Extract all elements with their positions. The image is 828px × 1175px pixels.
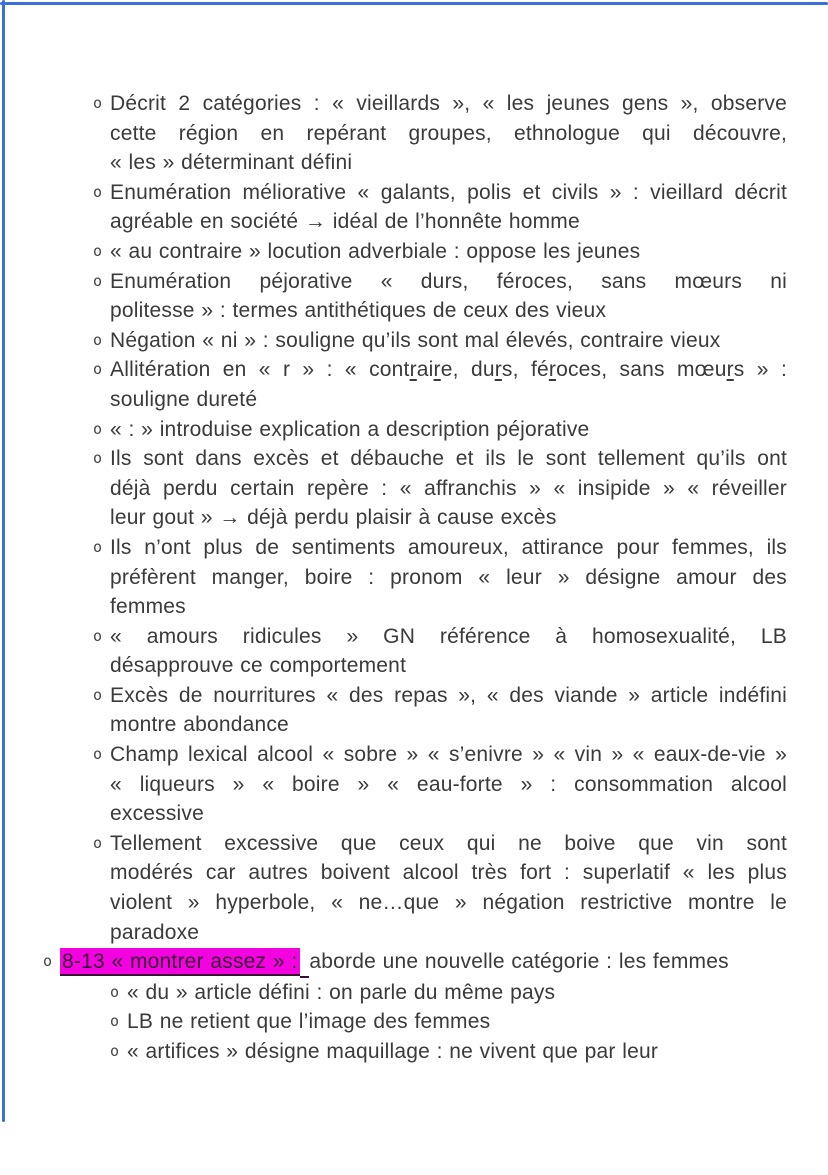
list-item — [0, 947, 787, 978]
item-text — [110, 237, 787, 267]
item-text — [127, 1037, 787, 1067]
text-line — [127, 1037, 787, 1067]
bullet-icon: o — [93, 833, 103, 852]
text-segment: « : » introduise explication a description péjorative — [110, 417, 590, 441]
text-segment: e, du — [440, 358, 495, 382]
text-segment: Enumération péjorative « durs, féroces, sans mœurs ni — [110, 269, 787, 293]
text-line — [127, 1007, 787, 1037]
item-text — [110, 89, 787, 178]
highlighted-heading: 8-13 « montrer assez » : — [60, 948, 300, 976]
bullet-icon: o — [93, 182, 103, 201]
underlined-letter: r — [726, 358, 734, 382]
text-segment: violent » hyperbole, « ne…que » négation restrictive montre le — [110, 891, 787, 915]
item-text — [110, 355, 787, 414]
item-text — [110, 267, 787, 326]
text-segment: cette région en repérant groupes, ethnologue qui découvre, — [110, 121, 787, 145]
text-line — [110, 355, 787, 385]
text-segment: « artifices » désigne maquillage : ne vivent que par leur — [127, 1040, 659, 1063]
text-line — [110, 888, 787, 918]
list-item — [0, 978, 787, 1008]
text-line — [110, 326, 787, 356]
underlined-letter: r — [548, 358, 557, 382]
item-text — [110, 740, 787, 829]
text-segment: LB ne retient que l’image des femmes — [127, 1010, 491, 1034]
text-line — [110, 89, 787, 119]
text-segment: s » : — [733, 358, 787, 382]
text-line — [110, 207, 787, 237]
bullet-icon: o — [93, 271, 103, 290]
bullet-icon: o — [43, 952, 53, 971]
text-segment: « au contraire » locution adverbiale : oppose les jeunes — [110, 239, 641, 263]
bullet-icon: o — [93, 241, 103, 260]
list-item — [0, 622, 787, 681]
list-item — [0, 829, 787, 947]
list-item — [0, 355, 787, 414]
bullet-icon: o — [93, 745, 103, 764]
text-segment: ai — [416, 358, 434, 382]
text-segment: Tellement excessive que ceux qui ne boive que vin sont — [110, 831, 787, 855]
text-line — [60, 947, 787, 978]
text-segment: paradoxe — [110, 920, 200, 944]
text-line — [110, 444, 787, 474]
text-line — [110, 533, 787, 563]
item-text — [110, 622, 787, 681]
text-segment: Décrit 2 catégories : « vieillards », « les jeunes gens », observe — [110, 92, 787, 115]
text-line — [110, 385, 787, 415]
item-text — [60, 947, 787, 978]
text-line — [110, 296, 787, 326]
item-text — [110, 533, 787, 622]
text-line — [110, 592, 787, 622]
text-segment: « liqueurs » « boire » « eau-forte » : consommation alcool — [110, 772, 787, 796]
text-segment: modérés car autres boivent alcool très fort : superlatif « les plus — [110, 861, 787, 885]
text-segment: politesse » : termes antithétiques de ceux des vieux — [110, 299, 607, 323]
text-segment: déjà perdu certain repère : « affranchis » « insipide » « réveiller — [110, 476, 787, 500]
list-item — [0, 178, 787, 237]
item-text — [110, 415, 787, 445]
text-segment: « du » article défini : on parle du même pays — [127, 980, 556, 1004]
text-line — [110, 829, 787, 859]
text-line — [110, 563, 787, 593]
text-segment: Champ lexical alcool « sobre » « s’enivre » « vin » « eaux-de-vie » — [110, 743, 787, 767]
text-segment: leur gout » → déjà perdu plaisir à cause excès — [110, 506, 557, 530]
text-line — [110, 622, 787, 652]
text-segment: femmes — [110, 595, 186, 619]
text-line — [110, 918, 787, 948]
bullet-icon: o — [93, 94, 103, 112]
bullet-icon: o — [110, 982, 120, 1001]
text-line — [110, 267, 787, 297]
item-text — [127, 978, 787, 1008]
text-line — [110, 415, 787, 445]
bullet-icon: o — [93, 449, 103, 468]
list-item — [0, 237, 787, 267]
item-text — [110, 178, 787, 237]
text-line — [110, 770, 787, 800]
text-segment: oces, sans mœu — [556, 358, 727, 382]
text-segment: s, fé — [501, 358, 549, 382]
list-item — [0, 415, 787, 445]
item-text — [110, 681, 787, 740]
bullet-icon: o — [93, 685, 103, 704]
text-line — [110, 119, 787, 149]
bullet-icon: o — [93, 360, 103, 379]
list-item — [0, 444, 787, 533]
text-segment: Négation « ni » : souligne qu’ils sont mal élevés, contraire vieux — [110, 328, 721, 352]
text-line — [110, 503, 787, 533]
text-segment: « amours ridicules » GN référence à homosexualité, LB — [110, 624, 787, 648]
text-line — [127, 978, 787, 1008]
item-text — [110, 326, 787, 356]
bullet-icon: o — [93, 419, 103, 438]
text-segment: désapprouve ce comportement — [110, 654, 407, 678]
list-item — [0, 1037, 787, 1067]
bullet-icon: o — [93, 537, 103, 556]
text-segment: « les » déterminant défini — [110, 151, 353, 175]
text-segment: excessive — [110, 802, 205, 826]
list-item — [0, 89, 787, 178]
list-item — [0, 740, 787, 829]
text-line — [110, 681, 787, 711]
text-line — [110, 740, 787, 770]
text-line — [110, 710, 787, 740]
item-text — [110, 829, 787, 947]
list-item — [0, 1007, 787, 1037]
item-text — [127, 1007, 787, 1037]
underlined-letter: r — [433, 358, 441, 382]
bullet-icon: o — [110, 1042, 120, 1060]
list-item — [0, 267, 787, 326]
bullet-icon: o — [110, 1012, 120, 1031]
text-line — [110, 474, 787, 504]
underlined-letter: r — [409, 358, 417, 382]
text-line — [110, 651, 787, 681]
text-segment: Ils sont dans excès et débauche et ils le sont tellement qu’ils ont — [110, 447, 787, 471]
text-segment: Allitération en « r » : « cont — [110, 358, 410, 382]
text-segment: souligne dureté — [110, 387, 258, 411]
bullet-icon: o — [93, 330, 103, 349]
text-segment: Ils n’ont plus de sentiments amoureux, attirance pour femmes, ils — [110, 535, 787, 559]
text-line — [110, 178, 787, 208]
text-segment: agréable en société → idéal de l’honnête homme — [110, 210, 580, 234]
text-line — [110, 858, 787, 888]
list-item — [0, 681, 787, 740]
list-item — [0, 326, 787, 356]
bullet-icon: o — [93, 626, 103, 645]
list-item — [0, 533, 787, 622]
text-segment: Excès de nourritures « des repas », « des viande » article indéfini — [110, 683, 787, 707]
item-text — [110, 444, 787, 533]
text-segment: aborde une nouvelle catégorie : les femmes — [309, 950, 729, 974]
text-segment: montre abondance — [110, 713, 289, 737]
underlined-letter: r — [494, 358, 502, 382]
text-line — [110, 799, 787, 829]
text-segment: Enumération méliorative « galants, polis et civils » : vieillard décrit — [110, 180, 787, 204]
text-line — [110, 148, 787, 178]
text-line — [110, 237, 787, 267]
text-segment: préfèrent manger, boire : pronom « leur » désigne amour des — [110, 565, 787, 589]
